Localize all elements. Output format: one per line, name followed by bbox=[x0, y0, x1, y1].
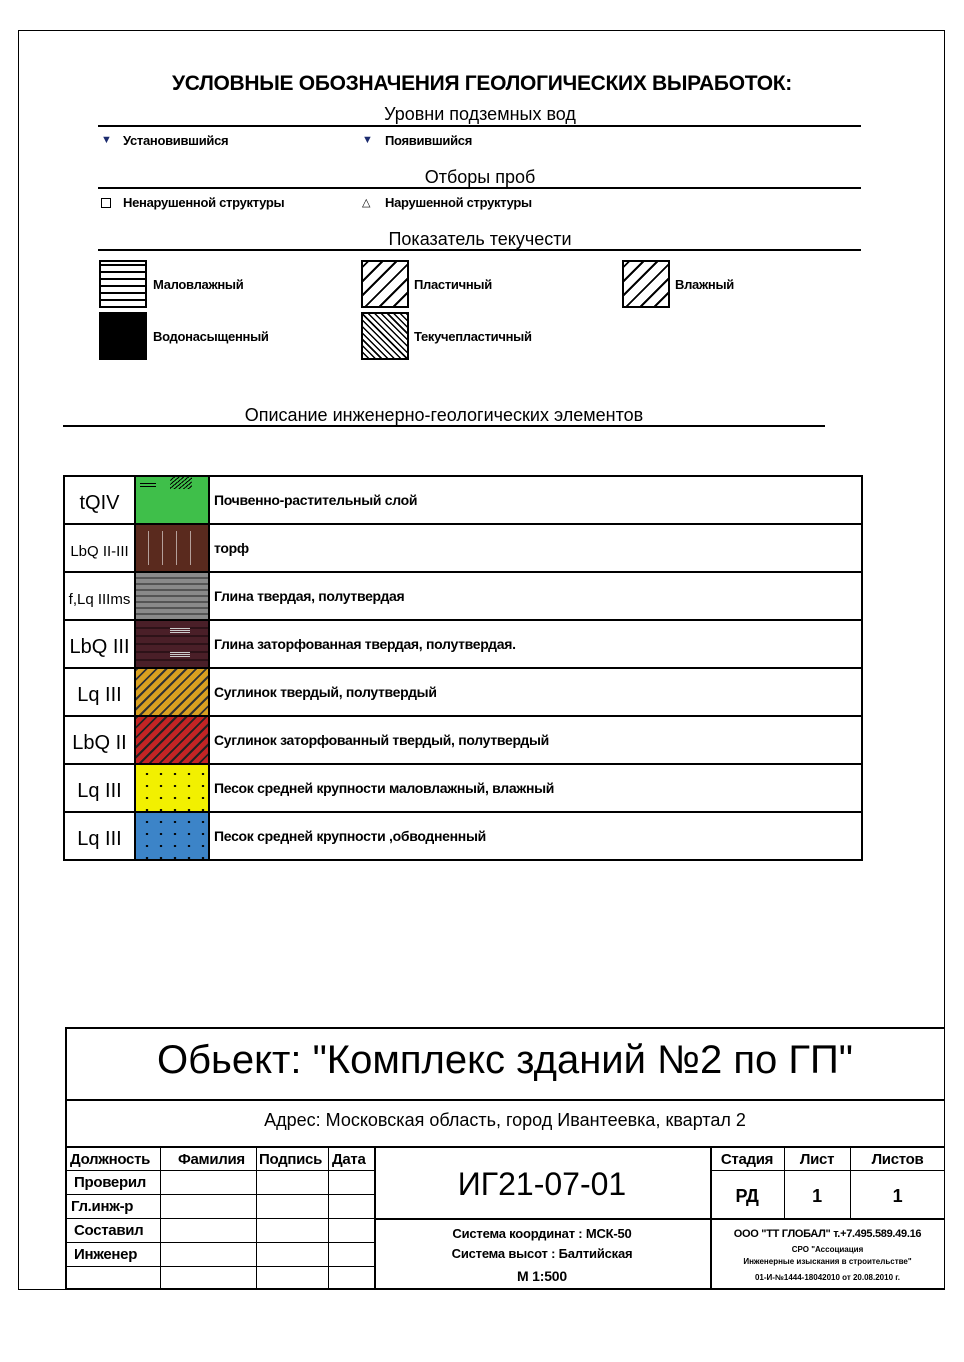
ige-code: Lq III bbox=[64, 764, 135, 812]
header-signature: Подпись bbox=[259, 1151, 323, 1168]
address: Адрес: Московская область, город Ивантеевка, квартал 2 bbox=[264, 1110, 746, 1130]
divider bbox=[65, 1146, 945, 1148]
scale: М 1:500 bbox=[517, 1268, 567, 1284]
fluid-plastic-swatch bbox=[361, 312, 409, 360]
table-row bbox=[64, 620, 862, 668]
height-system: Система высот : Балтийская bbox=[451, 1246, 633, 1261]
ige-pattern bbox=[135, 668, 209, 716]
fluidity-label: Водонасыщенный bbox=[153, 329, 269, 344]
ige-pattern bbox=[135, 620, 209, 668]
established-label: Установившийся bbox=[123, 133, 229, 148]
table-row bbox=[64, 716, 862, 764]
table-row bbox=[64, 764, 862, 812]
table-row bbox=[64, 668, 862, 716]
ige-description: Глина заторфованная твердая, полутвердая. bbox=[209, 620, 862, 668]
divider bbox=[374, 1218, 945, 1220]
role-label: Проверил bbox=[74, 1174, 146, 1191]
role-label: Гл.инж-р bbox=[71, 1198, 134, 1215]
object-title: Обьект: "Комплекс зданий №2 по ГП" bbox=[157, 1038, 853, 1082]
ige-code: LbQ II bbox=[64, 716, 135, 764]
appeared-label: Появившийся bbox=[385, 133, 473, 148]
sheet-value: 1 bbox=[812, 1186, 822, 1206]
triangle-down-icon: ▼ bbox=[101, 134, 112, 146]
ige-pattern bbox=[135, 572, 209, 620]
fluidity-label: Маловлажный bbox=[153, 277, 244, 292]
divider bbox=[98, 249, 861, 251]
triangle-up-icon: △ bbox=[362, 197, 371, 209]
ige-description: Глина твердая, полутвердая bbox=[209, 572, 862, 620]
fluidity-label: Текучепластичный bbox=[414, 329, 532, 344]
fluidity-label: Влажный bbox=[675, 277, 734, 292]
table-row bbox=[64, 812, 862, 860]
ige-pattern bbox=[135, 812, 209, 860]
fluidity-label: Пластичный bbox=[414, 277, 492, 292]
ige-code: LbQ II-III bbox=[64, 524, 135, 572]
table-row bbox=[64, 476, 862, 524]
ige-heading: Описание инженерно-геологических элементов bbox=[244, 405, 644, 425]
plastic-swatch bbox=[361, 260, 409, 308]
ige-description: Суглинок твердый, полутвердый bbox=[209, 668, 862, 716]
table-row bbox=[64, 524, 862, 572]
sheets-label: Листов bbox=[871, 1151, 924, 1168]
ige-table bbox=[63, 475, 863, 861]
ige-pattern bbox=[135, 476, 209, 524]
header-position: Должность bbox=[70, 1151, 151, 1168]
ige-description: Песок средней крупности маловлажный, влажный bbox=[209, 764, 862, 812]
undisturbed-label: Ненарушенной структуры bbox=[123, 195, 285, 210]
coord-system: Система координат : МСК-50 bbox=[452, 1226, 632, 1241]
ige-description: Почвенно-растительный слой bbox=[209, 476, 862, 524]
ige-description: Суглинок заторфованный твердый, полутвердый bbox=[209, 716, 862, 764]
stage-label: Стадия bbox=[720, 1151, 774, 1168]
role-label: Инженер bbox=[74, 1246, 138, 1263]
header-date: Дата bbox=[332, 1151, 366, 1168]
groundwater-heading: Уровни подземных вод bbox=[384, 104, 576, 124]
sro-line-2: Инженерные изыскания в строительстве" bbox=[743, 1257, 912, 1266]
document-code: ИГ21-07-01 bbox=[457, 1166, 627, 1202]
divider bbox=[63, 425, 825, 427]
table-row bbox=[64, 572, 862, 620]
grid-line bbox=[65, 1194, 374, 1195]
ige-description: Песок средней крупности ,обводненный bbox=[209, 812, 862, 860]
divider bbox=[65, 1099, 945, 1101]
ige-code: LbQ III bbox=[64, 620, 135, 668]
ige-code: Lq III bbox=[64, 812, 135, 860]
sro-line-1: СРО "Ассоциация bbox=[791, 1245, 864, 1254]
grid-line bbox=[710, 1170, 945, 1171]
low-moisture-swatch bbox=[99, 260, 147, 308]
ige-code: Lq III bbox=[64, 668, 135, 716]
wet-swatch bbox=[622, 260, 670, 308]
organization: ООО "ТТ ГЛОБАЛ" т.+7.495.589.49.16 bbox=[733, 1228, 922, 1240]
ige-pattern bbox=[135, 716, 209, 764]
sheets-value: 1 bbox=[892, 1186, 903, 1206]
grid-line bbox=[65, 1266, 374, 1267]
saturated-swatch bbox=[99, 312, 147, 360]
role-label: Составил bbox=[74, 1222, 144, 1239]
stage-value: РД bbox=[735, 1186, 759, 1206]
square-icon bbox=[101, 198, 111, 208]
ige-pattern bbox=[135, 764, 209, 812]
page-title: УСЛОВНЫЕ ОБОЗНАЧЕНИЯ ГЕОЛОГИЧЕСКИХ ВЫРАБОТОК: bbox=[171, 72, 792, 95]
ige-description: торф bbox=[209, 524, 862, 572]
divider bbox=[98, 125, 861, 127]
samples-heading: Отборы проб bbox=[424, 167, 536, 187]
disturbed-label: Нарушенной структуры bbox=[385, 195, 532, 210]
sheet-label: Лист bbox=[799, 1151, 835, 1168]
triangle-down-icon: ▼ bbox=[362, 134, 373, 146]
header-surname: Фамилия bbox=[178, 1151, 245, 1168]
grid-line bbox=[65, 1242, 374, 1243]
fluidity-heading: Показатель текучести bbox=[388, 229, 572, 249]
ige-code: f,Lq IIIms bbox=[64, 572, 135, 620]
grid-line bbox=[65, 1170, 374, 1171]
ige-code: tQIV bbox=[64, 476, 135, 524]
license: 01-И-№1444-18042010 от 20.08.2010 г. bbox=[754, 1273, 900, 1282]
grid-line bbox=[65, 1218, 374, 1219]
ige-pattern bbox=[135, 524, 209, 572]
divider bbox=[98, 187, 861, 189]
